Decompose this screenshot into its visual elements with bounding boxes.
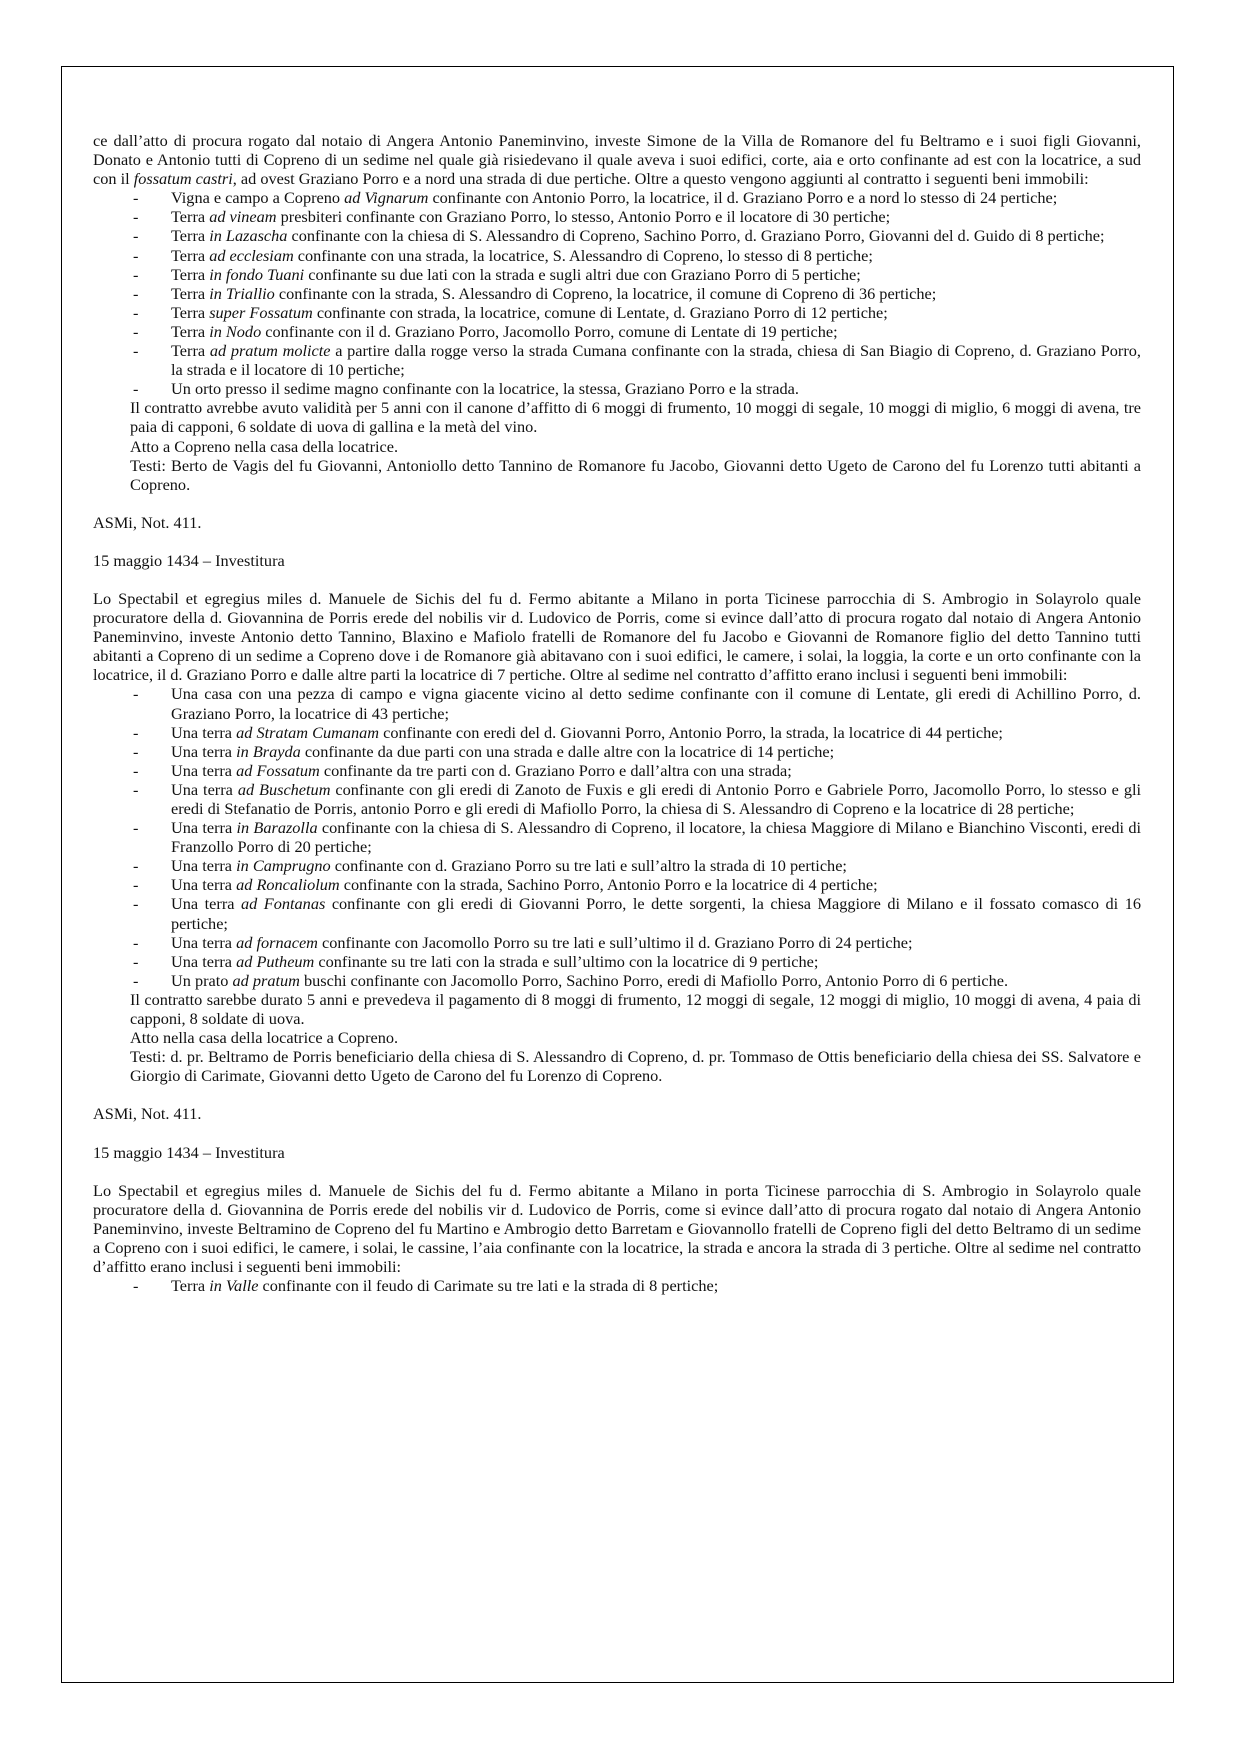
list-item: - Una terra ad Stratam Cumanam confinante con eredi del d. Giovanni Porro, Antonio Porro, la strada, la locatrice di 44 pertiche; <box>133 722 1003 742</box>
list-item: - Una terra in Camprugno confinante con d. Graziano Porro su tre lati e sull’altro la strada di 10 pertiche; <box>133 856 847 876</box>
list-item: - Vigna e campo a Copreno ad Vignarum confinante con Antonio Porro, la locatrice, il d. Graziano Porro e a nord lo stesso di 24 pertiche; <box>133 188 1058 208</box>
record-2-witnesses: Testi: d. pr. Beltramo de Porris beneficiario della chiesa di S. Alessandro di Copreno, d. pr. Tommaso de Ottis beneficiario della chiesa dei SS. Salvatore e Giorgio di Carimate, Giovanni detto Ugeto de Carono del fu Lorenzo di Copreno. <box>130 1047 1141 1086</box>
archive-reference: ASMi, Not. 411. <box>93 1104 202 1124</box>
list-item: - Terra in Lazascha confinante con la chiesa di S. Alessandro di Copreno, Sachino Porro, d. Graziano Porro, Giovanni del d. Guido di 8 pertiche; <box>133 226 1105 246</box>
list-item: - Una terra ad Putheum confinante su tre lati con la strada e sull’ultimo con la locatrice di 9 pertiche; <box>133 951 819 971</box>
list-item: - Una terra in Barazolla confinante con la chiesa di S. Alessandro di Copreno, il locatore, la chiesa Maggiore di Milano e Bianchino Visconti, eredi di Franzollo Porro di 20 pertiche; <box>133 818 1141 857</box>
record-2-place: Atto nella casa della locatrice a Copreno. <box>130 1028 399 1048</box>
record-1-property-list <box>93 188 1141 398</box>
record-heading: 15 maggio 1434 – Investitura <box>93 1142 285 1162</box>
record-2 <box>93 513 1141 1086</box>
record-1-witnesses: Testi: Berto de Vagis del fu Giovanni, Antoniollo detto Tannino de Romanore fu Jacobo, Giovanni detto Ugeto de Carono del fu Lorenzo tutti abitanti a Copreno. <box>130 455 1141 494</box>
record-1 <box>93 131 1141 494</box>
list-item: - Terra ad pratum molicte a partire dalla rogge verso la strada Cumana confinante con la strada, chiesa di San Biagio di Copreno, d. Graziano Porro, la strada e il locatore di 10 pertiche; <box>133 341 1141 380</box>
list-item: - Terra ad vineam presbiteri confinante con Graziano Porro, lo stesso, Antonio Porro e il locatore di 30 pertiche; <box>133 207 891 227</box>
list-item: - Una terra ad Fossatum confinante da tre parti con d. Graziano Porro e dall’altra con una strada; <box>133 760 792 780</box>
list-item: - Una terra ad Fontanas confinante con gli eredi di Giovanni Porro, le dette sorgenti, la chiesa Maggiore di Milano e il fossato comasco di 16 pertiche; <box>133 894 1141 933</box>
record-2-intro: Lo Spectabil et egregius miles d. Manuele de Sichis del fu d. Fermo abitante a Milano in porta Ticinese parrocchia di S. Ambrogio in Solayrolo quale procuratore della d. Giovannina de Porris erede del nobilis vir d. Ludovico de Porris, come si evince dall’atto di procura rogato dal notaio di Angera Antonio Paneminvino, investe Antonio detto Tannino, Blaxino e Mafiolo fratelli de Romanore del fu Jacobo e Giovanni de Romanore figlio del detto Tannino tutti abitanti a Copreno di un sedime a Copreno dove i de Romanore già abitavano con i suoi edifici, le camere, i solai, la loggia, la corte e un orto confinante con la locatrice, il d. Graziano Porro e dalle altre parti la locatrice di 7 pertiche. Oltre al sedime nel contratto d’affitto erano inclusi i seguenti beni immobili: <box>93 588 1141 685</box>
record-2-contract: Il contratto sarebbe durato 5 anni e prevedeva il pagamento di 8 moggi di frumento, 12 moggi di segale, 12 moggi di miglio, 10 moggi di avena, 4 paia di capponi, 8 soldate di uova. <box>130 989 1141 1029</box>
list-item: - Terra in fondo Tuani confinante su due lati con la strada e sugli altri due con Graziano Porro di 5 pertiche; <box>133 264 861 284</box>
list-item: - Terra in Valle confinante con il feudo di Carimate su tre lati e la strada di 8 pertiche; <box>133 1276 719 1296</box>
list-item: - Una terra ad fornacem confinante con Jacomollo Porro su tre lati e sull’ultimo il d. Graziano Porro di 24 pertiche; <box>133 932 913 952</box>
list-item: - Terra ad ecclesiam confinante con una strada, la locatrice, S. Alessandro di Copreno, lo stesso di 8 pertiche; <box>133 245 873 265</box>
list-item: - Terra in Nodo confinante con il d. Graziano Porro, Jacomollo Porro, comune di Lentate di 19 pertiche; <box>133 321 838 341</box>
record-3-property-list <box>93 1276 1141 1295</box>
list-item: - Terra in Triallio confinante con la strada, S. Alessandro di Copreno, la locatrice, il comune di Copreno di 36 pertiche; <box>133 283 937 303</box>
record-heading: 15 maggio 1434 – Investitura <box>93 550 285 570</box>
record-1-contract: Il contratto avrebbe avuto validità per 5 anni con il canone d’affitto di 6 moggi di frumento, 10 moggi di segale, 10 moggi di miglio, 6 moggi di avena, tre paia di capponi, 6 soldate di uova di gallina e la metà del vino. <box>130 398 1141 437</box>
record-3-intro: Lo Spectabil et egregius miles d. Manuele de Sichis del fu d. Fermo abitante a Milano in porta Ticinese parrocchia di S. Ambrogio in Solayrolo quale procuratore della d. Giovannina de Porris erede del nobilis vir d. Ludovico de Porris, come si evince dall’atto di procura rogato dal notaio di Angera Antonio Paneminvino, investe Beltramino de Copreno del fu Martino e Ambrogio detto Barretam e Giovannollo fratelli de Copreno figli del detto Beltramo di un sedime a Copreno con i suoi edifici, le camere, i solai, le cassine, l’aia confinante con la locatrice, la strada e ancora la strada di 3 pertiche. Oltre al sedime nel contratto d’affitto erano inclusi i seguenti beni immobili: <box>93 1180 1141 1276</box>
record-2-property-list <box>93 684 1141 990</box>
list-item: - Una terra in Brayda confinante da due parti con una strada e dalle altre con la locatrice di 14 pertiche; <box>133 741 835 761</box>
record-1-place: Atto a Copreno nella casa della locatrice. <box>130 436 399 456</box>
record-3 <box>93 1104 1141 1295</box>
record-1-intro: ce dall’atto di procura rogato dal notaio di Angera Antonio Paneminvino, investe Simone de la Villa de Romanore del fu Beltramo e i suoi figli Giovanni, Donato e Antonio tutti di Copreno di un sedime nel quale già risiedevano il quale aveva i suoi edifici, corte, aia e orto confinante ad est con la locatrice, a sud con il fossatum castri, ad ovest Graziano Porro e a nord una strada di due pertiche. Oltre a questo vengono aggiunti al contratto i seguenti beni immobili: <box>93 131 1141 189</box>
list-item: - Una terra ad Buschetum confinante con gli eredi di Zanoto de Fuxis e gli eredi di Antonio Porro e Gabriele Porro, Jacomollo Porro, lo stesso e gli eredi di Stefanatio de Porris, antonio Porro e gli eredi di Mafiollo Porro, la chiesa di S. Alessandro di Copreno e la locatrice di 28 pertiche; <box>133 779 1142 818</box>
list-item: - Una casa con una pezza di campo e vigna giacente vicino al detto sedime confinante con il comune di Lentate, gli eredi di Achillino Porro, d. Graziano Porro, la locatrice di 43 pertiche; <box>133 684 1141 723</box>
list-item: - Un prato ad pratum buschi confinante con Jacomollo Porro, Sachino Porro, eredi di Mafiollo Porro, Antonio Porro di 6 pertiche. <box>133 970 1009 990</box>
list-item: - Una terra ad Roncaliolum confinante con la strada, Sachino Porro, Antonio Porro e la locatrice di 4 pertiche; <box>133 875 878 895</box>
list-item: - Terra super Fossatum confinante con strada, la locatrice, comune di Lentate, d. Graziano Porro di 12 pertiche; <box>133 302 888 322</box>
list-item: - Un orto presso il sedime magno confinante con la locatrice, la stessa, Graziano Porro e la strada. <box>133 379 799 399</box>
archive-reference: ASMi, Not. 411. <box>93 512 202 532</box>
document-body <box>93 131 1141 1295</box>
